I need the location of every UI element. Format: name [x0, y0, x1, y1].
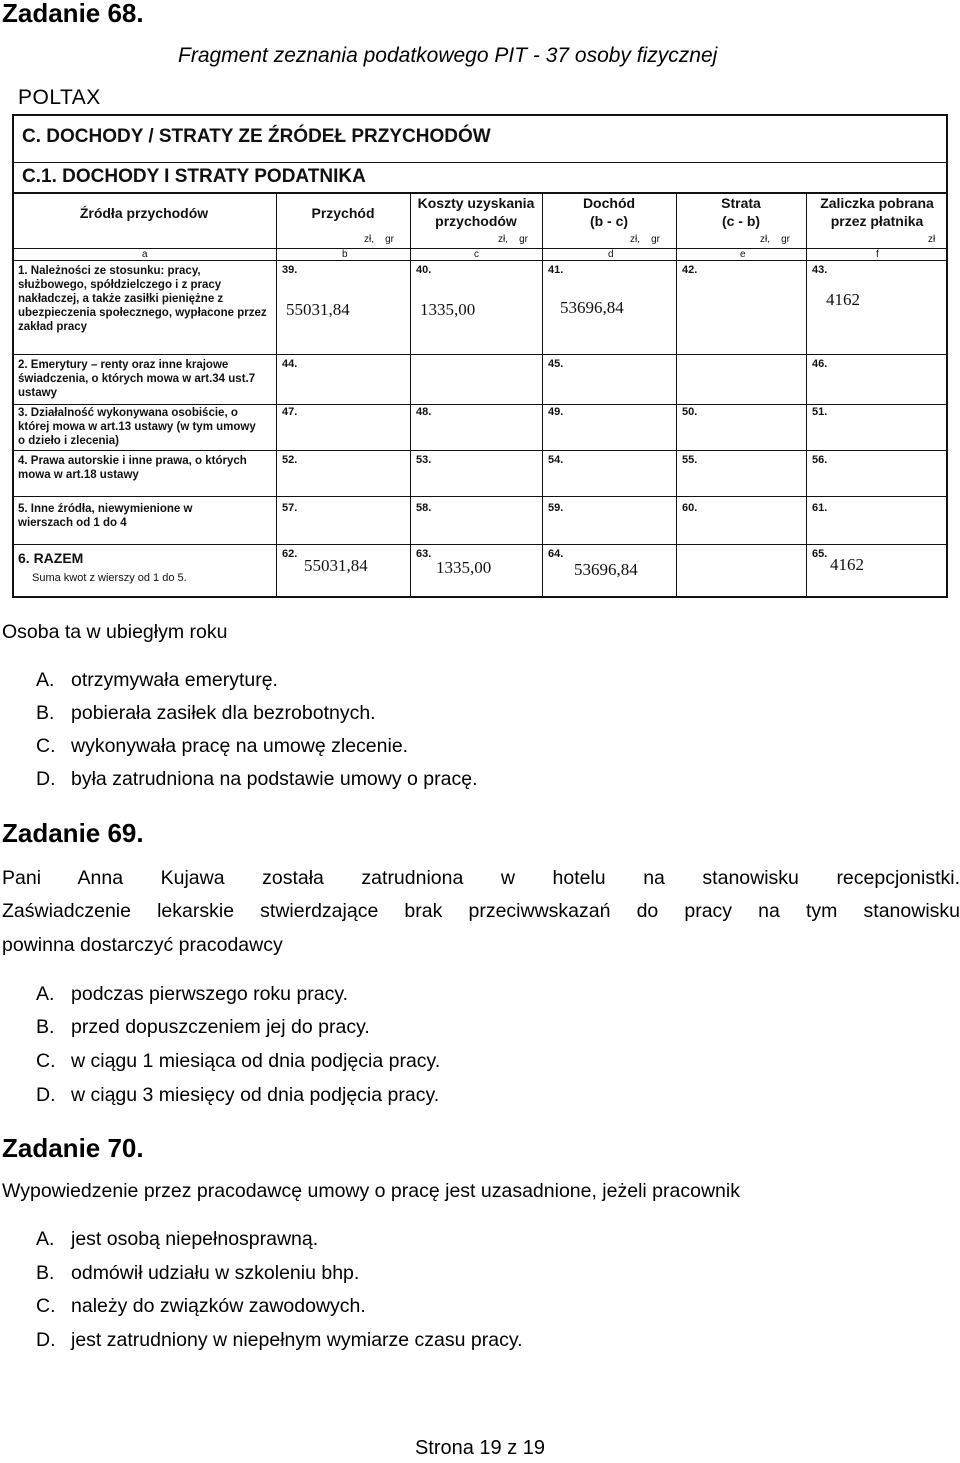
field-number: 39.: [282, 264, 298, 276]
column-header-costs: Koszty uzyskania przychodów: [417, 195, 535, 229]
task-69-option-d: [36, 1084, 439, 1107]
task-69-title: Zadanie 69.: [2, 818, 144, 848]
column-header-income: Dochód (b - c): [582, 195, 636, 229]
option-text: otrzymywała emeryturę.: [71, 669, 278, 691]
field-number: 46.: [812, 358, 828, 370]
field-number: 65.: [812, 548, 828, 560]
column-header-loss: Strata (c - b): [721, 195, 761, 229]
field-number: 57.: [282, 502, 298, 514]
field-number: 41.: [548, 264, 564, 276]
task-70-option-a: [36, 1228, 318, 1251]
column-header-revenue: Przychód: [311, 205, 375, 221]
field-number: 61.: [812, 502, 828, 514]
option-text: w ciągu 1 miesiąca od dnia podjęcia pracy.: [71, 1050, 441, 1072]
field-number: 59.: [548, 502, 564, 514]
task-69-option-a: [36, 983, 348, 1006]
option-letter: B.: [36, 1016, 55, 1038]
field-number: 47.: [282, 406, 298, 418]
row-label-1: 1. Należności ze stosunku: pracy, służbowego, spółdzielczego i z pracy nakładczej, a także zasiłki pieniężne z ubezpieczenia społecznego, wypłacone przez zakład pracy: [18, 265, 267, 333]
option-text: w ciągu 3 miesięcy od dnia podjęcia pracy.: [71, 1084, 440, 1106]
option-letter: C.: [36, 1295, 56, 1317]
form-column-line: [676, 194, 677, 598]
field-number: 52.: [282, 454, 298, 466]
column-header-advance: Zaliczka pobrana przez płatnika: [820, 195, 934, 229]
form-divider: [12, 354, 948, 355]
form-divider: [12, 248, 948, 249]
value-costs-row1: 1335,00: [420, 300, 476, 319]
task-68-question: Osoba ta w ubiegłym roku: [2, 621, 228, 643]
task-69-option-b: [36, 1016, 370, 1039]
task-69-option-c: [36, 1050, 440, 1073]
option-text: podczas pierwszego roku pracy.: [71, 983, 349, 1005]
field-number: 51.: [812, 406, 828, 418]
column-unit: zł, gr: [760, 234, 791, 245]
task-68-subtitle: Fragment zeznania podatkowego PIT - 37 osoby fizycznej: [178, 44, 718, 67]
field-number: 49.: [548, 406, 564, 418]
task-70-option-b: [36, 1262, 359, 1285]
option-letter: D.: [36, 768, 56, 790]
task-68-option-a: [36, 669, 278, 692]
task-70-question: Wypowiedzenie przez pracodawcę umowy o pracę jest uzasadnione, jeżeli pracownik: [2, 1180, 740, 1202]
field-number: 50.: [682, 406, 698, 418]
field-number: 43.: [812, 264, 828, 276]
form-left-border: [12, 114, 14, 598]
option-letter: A.: [36, 1228, 55, 1250]
field-number: 56.: [812, 454, 828, 466]
value-advance-row1: 4162: [826, 290, 860, 309]
option-letter: B.: [36, 1262, 55, 1284]
field-number: 48.: [416, 406, 432, 418]
form-brand: POLTAX: [18, 86, 101, 109]
option-text: była zatrudniona na podstawie umowy o pracę.: [71, 768, 478, 790]
form-section-c: C. DOCHODY / STRATY ZE ŹRÓDEŁ PRZYCHODÓW: [22, 126, 491, 147]
column-letter: f: [876, 249, 879, 260]
value-income-row1: 53696,84: [560, 298, 624, 317]
form-column-line: [806, 194, 807, 598]
field-number: 60.: [682, 502, 698, 514]
option-letter: C.: [36, 1050, 56, 1072]
form-section-c1: C.1. DOCHODY I STRATY PODATNIKA: [22, 166, 366, 187]
column-letter: c: [474, 249, 479, 260]
task-70-option-d: [36, 1329, 523, 1352]
option-text: jest zatrudniony w niepełnym wymiarze czasu pracy.: [71, 1329, 523, 1351]
option-letter: D.: [36, 1329, 56, 1351]
form-divider: [12, 162, 948, 163]
task-68-option-b: [36, 702, 376, 725]
value-costs-total: 1335,00: [436, 558, 492, 577]
column-unit: zł: [928, 234, 936, 245]
field-number: 45.: [548, 358, 564, 370]
form-column-line: [276, 194, 277, 598]
form-divider: [12, 544, 948, 545]
field-number: 54.: [548, 454, 564, 466]
column-unit: zł, gr: [364, 234, 395, 245]
form-top-border: [12, 114, 948, 116]
option-letter: C.: [36, 735, 56, 757]
value-advance-total: 4162: [830, 555, 864, 574]
value-income-total: 53696,84: [574, 560, 638, 579]
column-letter: d: [608, 249, 614, 260]
column-letter: b: [342, 249, 348, 260]
column-letter: e: [740, 249, 746, 260]
row-label-4: 4. Prawa autorskie i inne prawa, o których mowa w art.18 ustawy: [18, 455, 247, 481]
row-label-6: 6. RAZEM: [18, 550, 84, 566]
option-letter: D.: [36, 1084, 56, 1106]
task-70-option-c: [36, 1295, 366, 1318]
row-sublabel-6: Suma kwot z wierszy od 1 do 5.: [32, 572, 187, 584]
task-69-question-line3: powinna dostarczyć pracodawcy: [2, 934, 283, 956]
value-revenue-total: 55031,84: [304, 556, 368, 575]
field-number: 40.: [416, 264, 432, 276]
form-divider: [12, 404, 948, 405]
option-text: wykonywała pracę na umowę zlecenie.: [71, 735, 409, 757]
field-number: 62.: [282, 548, 298, 560]
column-unit: zł, gr: [630, 234, 661, 245]
value-revenue-row1: 55031,84: [286, 300, 350, 319]
form-bottom-border: [12, 596, 948, 598]
field-number: 58.: [416, 502, 432, 514]
page-footer: Strona 19 z 19: [414, 1437, 546, 1459]
option-letter: A.: [36, 983, 55, 1005]
option-text: odmówił udziału w szkoleniu bhp.: [71, 1262, 360, 1284]
pit37-form-fragment: [12, 114, 948, 598]
form-right-border: [946, 114, 948, 598]
field-number: 63.: [416, 548, 432, 560]
task-69-question-line1: Pani Anna Kujawa została zatrudniona w hotelu na stanowisku recepcjonistki.: [2, 867, 960, 889]
field-number: 64.: [548, 548, 564, 560]
option-text: należy do związków zawodowych.: [71, 1295, 366, 1317]
option-text: przed dopuszczeniem jej do pracy.: [71, 1016, 370, 1038]
row-label-5: 5. Inne źródła, niewymienione w wierszach od 1 do 4: [18, 503, 193, 529]
task-68-option-c: [36, 735, 408, 758]
field-number: 55.: [682, 454, 698, 466]
column-letter: a: [142, 249, 148, 260]
field-number: 53.: [416, 454, 432, 466]
option-text: pobierała zasiłek dla bezrobotnych.: [71, 702, 376, 724]
column-unit: zł, gr: [498, 234, 529, 245]
option-letter: B.: [36, 702, 55, 724]
form-divider: [12, 260, 948, 261]
form-column-line: [410, 194, 411, 598]
form-column-line: [542, 194, 543, 598]
task-69-question-line2: Zaświadczenie lekarskie stwierdzające brak przeciwwskazań do pracy na tym stanowisku: [2, 900, 960, 922]
task-68-title: Zadanie 68.: [2, 0, 144, 28]
column-header-sources: Źródła przychodów: [79, 205, 209, 221]
option-text: jest osobą niepełnosprawną.: [71, 1228, 319, 1250]
row-label-3: 3. Działalność wykonywana osobiście, o której mowa w art.13 ustawy (w tym umowy o dzieło i zlecenia): [18, 407, 256, 447]
form-divider: [12, 450, 948, 451]
task-70-title: Zadanie 70.: [2, 1133, 144, 1163]
field-number: 44.: [282, 358, 298, 370]
form-divider: [12, 496, 948, 497]
task-68-option-d: [36, 768, 478, 791]
row-label-2: 2. Emerytury – renty oraz inne krajowe świadczenia, o których mowa w art.34 ust.7 ustawy: [18, 359, 256, 399]
option-letter: A.: [36, 669, 55, 691]
field-number: 42.: [682, 264, 698, 276]
